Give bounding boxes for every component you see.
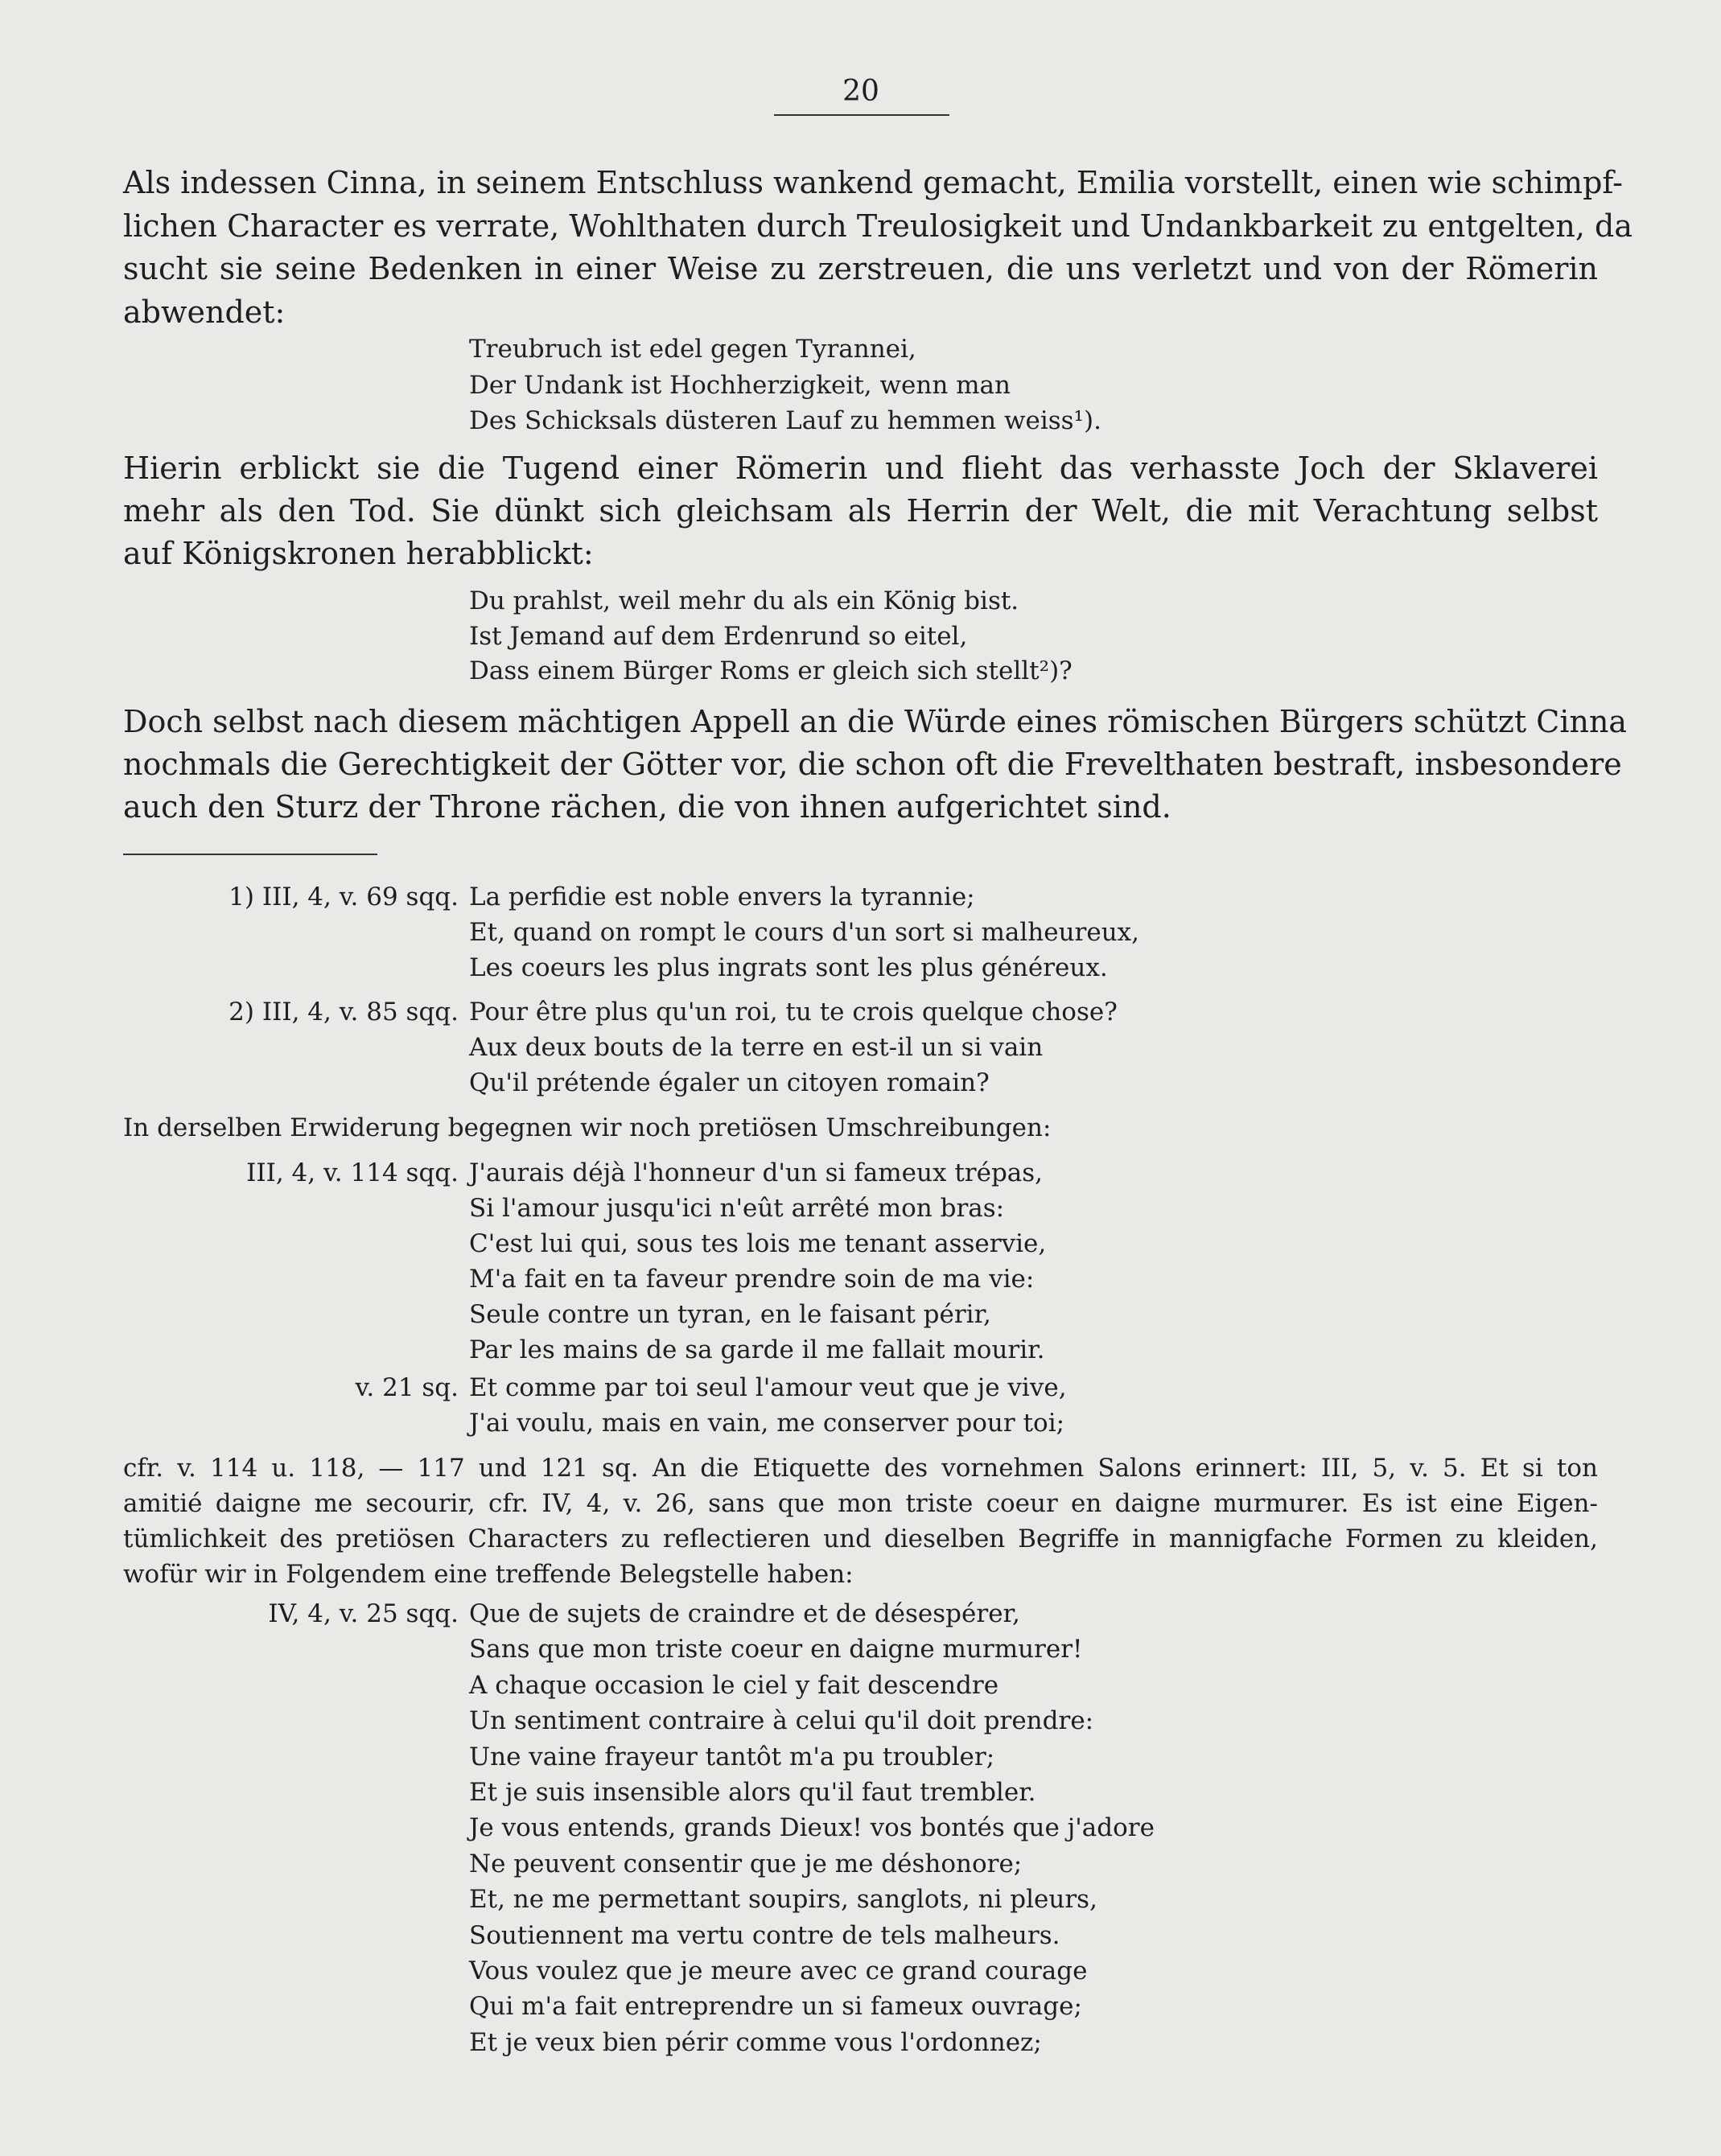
footnote-line: La perfidie est noble envers la tyrannie; xyxy=(469,883,975,911)
citation-line: Et je veux bien périr comme vous l'ordonnez; xyxy=(469,2028,1042,2057)
citation-line: Et, ne me permettant soupirs, sanglots, ni pleurs, xyxy=(469,1885,1097,1914)
citation-line: Sans que mon triste coeur en daigne murmurer! xyxy=(469,1635,1083,1664)
citation-line: C'est lui qui, sous tes lois me tenant asservie, xyxy=(469,1229,1047,1258)
citation-line: Par les mains de sa garde il me fallait mourir. xyxy=(469,1335,1045,1364)
footnote-paragraph: In derselben Erwiderung begegnen wir noch pretiösen Umschreibungen: xyxy=(123,1113,1052,1142)
citation-line: Qui m'a fait entreprendre un si fameux ouvrage; xyxy=(469,1992,1082,2021)
body-line: sucht sie seine Bedenken in einer Weise zu zerstreuen, die uns verletzt und von der Römerin xyxy=(123,251,1598,286)
body-line: lichen Character es verrate, Wohlthaten durch Treulosigkeit und Undankbarkeit zu entgelten, da xyxy=(123,208,1632,244)
citation-line: M'a fait en ta faveur prendre soin de ma vie: xyxy=(469,1265,1035,1294)
citation-line: Soutiennent ma vertu contre de tels malheurs. xyxy=(469,1921,1060,1950)
citation-line: Une vaine frayeur tantôt m'a pu troubler; xyxy=(469,1742,995,1771)
body-line: abwendet: xyxy=(123,294,286,330)
citation-line: Que de sujets de craindre et de désespérer, xyxy=(469,1599,1020,1628)
citation-line: Ne peuvent consentir que je me déshonore; xyxy=(469,1849,1023,1878)
citation-label: v. 21 sq. xyxy=(355,1373,459,1402)
verse-line: Des Schicksals düsteren Lauf zu hemmen weiss¹). xyxy=(469,406,1101,435)
footnote-line: Aux deux bouts de la terre en est-il un si vain xyxy=(469,1033,1044,1062)
citation-line: Un sentiment contraire à celui qu'il doit prendre: xyxy=(469,1706,1094,1735)
body-line: Als indessen Cinna, in seinem Entschluss wankend gemacht, Emilia vorstellt, einen wie schimpf- xyxy=(123,165,1623,200)
citation-label: IV, 4, v. 25 sqq. xyxy=(268,1599,459,1628)
body-line: auf Königskronen herabblickt: xyxy=(123,536,594,571)
body-line: Hierin erblickt sie die Tugend einer Römerin und flieht das verhasste Joch der Sklaverei xyxy=(123,451,1598,486)
verse-line: Du prahlst, weil mehr du als ein König bist. xyxy=(469,586,1019,615)
footnote-line: Qu'il prétende égaler un citoyen romain? xyxy=(469,1068,990,1097)
citation-line: Si l'amour jusqu'ici n'eût arrêté mon bras: xyxy=(469,1194,1005,1223)
citation-line: J'ai voulu, mais en vain, me conserver pour toi; xyxy=(469,1409,1065,1438)
citation-line: Vous voulez que je meure avec ce grand courage xyxy=(469,1956,1088,1985)
footnote-paragraph: amitié daigne me secourir, cfr. IV, 4, v. 26, sans que mon triste coeur en daigne murmurer. Es ist eine Eigen- xyxy=(123,1489,1598,1518)
footnote-paragraph: cfr. v. 114 u. 118, — 117 und 121 sq. An die Etiquette des vornehmen Salons erinnert: III, 5, v. 5. Et si ton xyxy=(123,1454,1598,1483)
page-number: 20 xyxy=(842,75,879,108)
citation-line: Et je suis insensible alors qu'il faut trembler. xyxy=(469,1778,1036,1807)
footnote-line: Pour être plus qu'un roi, tu te crois quelque chose? xyxy=(469,998,1118,1027)
citation-line: Je vous entends, grands Dieux! vos bontés que j'adore xyxy=(469,1813,1155,1842)
body-line: nochmals die Gerechtigkeit der Götter vor, die schon oft die Frevelthaten bestraft, insbesondere xyxy=(123,747,1622,782)
citation-line: J'aurais déjà l'honneur d'un si fameux trépas, xyxy=(469,1158,1044,1187)
citation-line: Et comme par toi seul l'amour veut que je vive, xyxy=(469,1373,1067,1402)
footnote-paragraph: tümlichkeit des pretiösen Characters zu reflectieren und dieselben Begriffe in mannigfache Formen zu kleiden, xyxy=(123,1524,1598,1553)
footnote-line: Et, quand on rompt le cours d'un sort si malheureux, xyxy=(469,918,1140,947)
body-line: mehr als den Tod. Sie dünkt sich gleichsam als Herrin der Welt, die mit Verachtung selbst xyxy=(123,493,1598,529)
footnote-rule xyxy=(123,854,377,855)
footnote-paragraph: wofür wir in Folgendem eine treffende Belegstelle haben: xyxy=(123,1560,854,1589)
footnote-label: 1) III, 4, v. 69 sqq. xyxy=(229,883,459,911)
citation-line: Seule contre un tyran, en le faisant périr, xyxy=(469,1300,991,1329)
verse-line: Der Undank ist Hochherzigkeit, wenn man xyxy=(469,371,1011,400)
verse-line: Treubruch ist edel gegen Tyrannei, xyxy=(469,335,916,364)
verse-line: Ist Jemand auf dem Erdenrund so eitel, xyxy=(469,622,968,651)
body-line: Doch selbst nach diesem mächtigen Appell an die Würde eines römischen Bürgers schützt Cinna xyxy=(123,704,1628,739)
footnote-line: Les coeurs les plus ingrats sont les plus généreux. xyxy=(469,953,1108,982)
verse-line: Dass einem Bürger Roms er gleich sich stellt²)? xyxy=(469,656,1073,685)
citation-label: III, 4, v. 114 sqq. xyxy=(246,1158,459,1187)
body-line: auch den Sturz der Throne rächen, die von ihnen aufgerichtet sind. xyxy=(123,789,1171,825)
footnote-label: 2) III, 4, v. 85 sqq. xyxy=(229,998,459,1027)
citation-line: A chaque occasion le ciel y fait descendre xyxy=(469,1671,999,1700)
page-number-rule xyxy=(774,114,949,116)
